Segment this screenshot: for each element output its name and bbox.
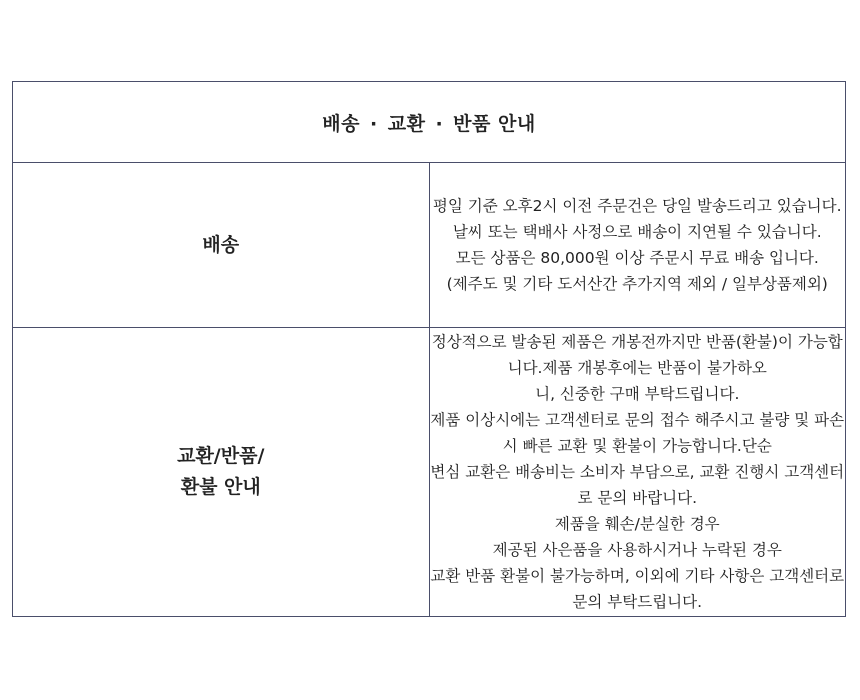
exchange-content [429,328,846,617]
exchange-line: 제품을 훼손/분실한 경우 [554,515,720,533]
exchange-line: 제품 이상시에는 고객센터로 문의 접수 해주시고 불량 및 파손시 빠른 교환 및 환불이 가능합니다.단순 [430,411,845,455]
shipping-row [13,163,846,328]
exchange-label-line: 교환/반품/ [177,445,265,467]
shipping-line: 모든 상품은 80,000원 이상 주문시 무료 배송 입니다. [455,249,819,267]
exchange-label-line: 환불 안내 [180,476,261,498]
shipping-exchange-return-table [12,81,846,617]
title-shipping: 배송 [322,112,361,135]
shipping-line: (제주도 및 기타 도서산간 추가지역 제외 / 일부상품제외) [446,275,828,293]
exchange-line: 정상적으로 발송된 제품은 개봉전까지만 반품(환불)이 가능합니다.제품 개봉후에는 반품이 불가하오 [431,333,843,377]
shipping-line: 날씨 또는 택배사 사정으로 배송이 지연될 수 있습니다. [452,223,822,241]
title-separator: · [370,112,378,135]
table-title [13,82,846,163]
exchange-line: 교환 반품 환불이 불가능하며, 이외에 기타 사항은 고객센터로 문의 부탁드립니다. [430,567,845,611]
exchange-line: 제공된 사은품을 사용하시거나 누락된 경우 [492,541,782,559]
title-separator: · [435,112,444,135]
exchange-line: 니, 신중한 구매 부탁드립니다. [535,385,740,403]
shipping-line: 평일 기준 오후2시 이전 주문건은 당일 발송드리고 있습니다. [432,197,842,215]
exchange-row [13,328,846,617]
shipping-label: 배송 [13,163,430,328]
title-return: 반품 안내 [453,112,536,135]
exchange-line: 변심 교환은 배송비는 소비자 부담으로, 교환 진행시 고객센터로 문의 바랍니다. [430,463,845,507]
shipping-content [429,163,846,328]
title-exchange: 교환 [387,112,426,135]
exchange-label [13,328,430,617]
